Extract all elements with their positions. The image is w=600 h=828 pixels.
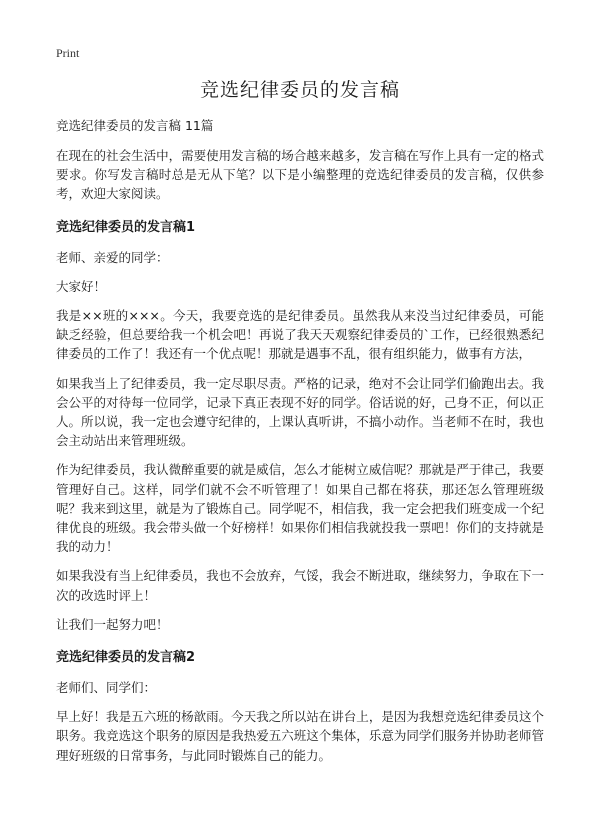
greeting: 大家好！ [56, 278, 107, 294]
intro-paragraph: 在现在的社会生活中，需要使用发言稿的场合越来越多，发言稿在写作上具有一定的格式要求。你写发言稿时总是无从下笔？以下是小编整理的竞选纪律委员的发言稿，仅供参考，欢迎大家阅读。 [56, 148, 544, 202]
print-link[interactable]: Print [56, 46, 80, 60]
closing-line: 让我们一起努力吧！ [56, 616, 169, 632]
body-paragraph: 我是××班的×××。今天，我要竞选的是纪律委员。虽然我从来没当过纪律委员，可能缺乏经验，但总要给我一个机会吧！再说了我天天观察纪律委员的`工作，已经很熟悉纪律委员的工作了！我还有一个优点呢！那就是遇事不乱，很有组织能力，做事有方法， [56, 308, 544, 362]
body-paragraph: 作为纪律委员，我认微醉重要的就是威信，怎么才能树立威信呢？那就是严于律己，我要管理好自己。这样，同学们就不会不听管理了！如果自己都在将获，那还怎么管理班级呢？我来到这里，就是为了锻炼自己。同学呢不，相信我，我一定会把我们班变成一个纪律优良的班级。我会带头做一个好榜样！如果你们相信我就投我一票吧！你们的支持就是我的动力！ [56, 462, 544, 555]
section-heading-1: 竞选纪律委员的发言稿1 [56, 219, 196, 235]
body-paragraph: 早上好！我是五六班的杨歆雨。今天我之所以站在讲台上，是因为我想竞选纪律委员这个职务。我竞选这个职务的原因是我热爱五六班这个集体，乐意为同学们服务并协助老师管理好班级的日常事务，与此同时锻炼自己的能力。 [56, 709, 544, 763]
body-paragraph: 如果我当上了纪律委员，我一定尽职尽责。严格的记录，绝对不会让同学们偷跑出去。我会公平的对待每一位同学，记录下真正表现不好的同学。俗话说的好，己身不正，何以正人。所以说，我一定也会遵守纪律的，上课认真听讲，不搞小动作。当老师不在时，我也会主动站出来管理班级。 [56, 375, 544, 449]
section-heading-2: 竞选纪律委员的发言稿2 [56, 650, 196, 666]
body-paragraph: 如果我没有当上纪律委员，我也不会放弃，气馁，我会不断进取，继续努力，争取在下一次的改选时评上！ [56, 568, 544, 603]
document-subtitle: 竞选纪律委员的发言稿 11篇 [56, 118, 214, 133]
salutation: 老师、亲爱的同学： [56, 249, 169, 265]
page-title: 竞选纪律委员的发言稿 [199, 79, 400, 101]
salutation: 老师们、同学们： [56, 680, 157, 696]
